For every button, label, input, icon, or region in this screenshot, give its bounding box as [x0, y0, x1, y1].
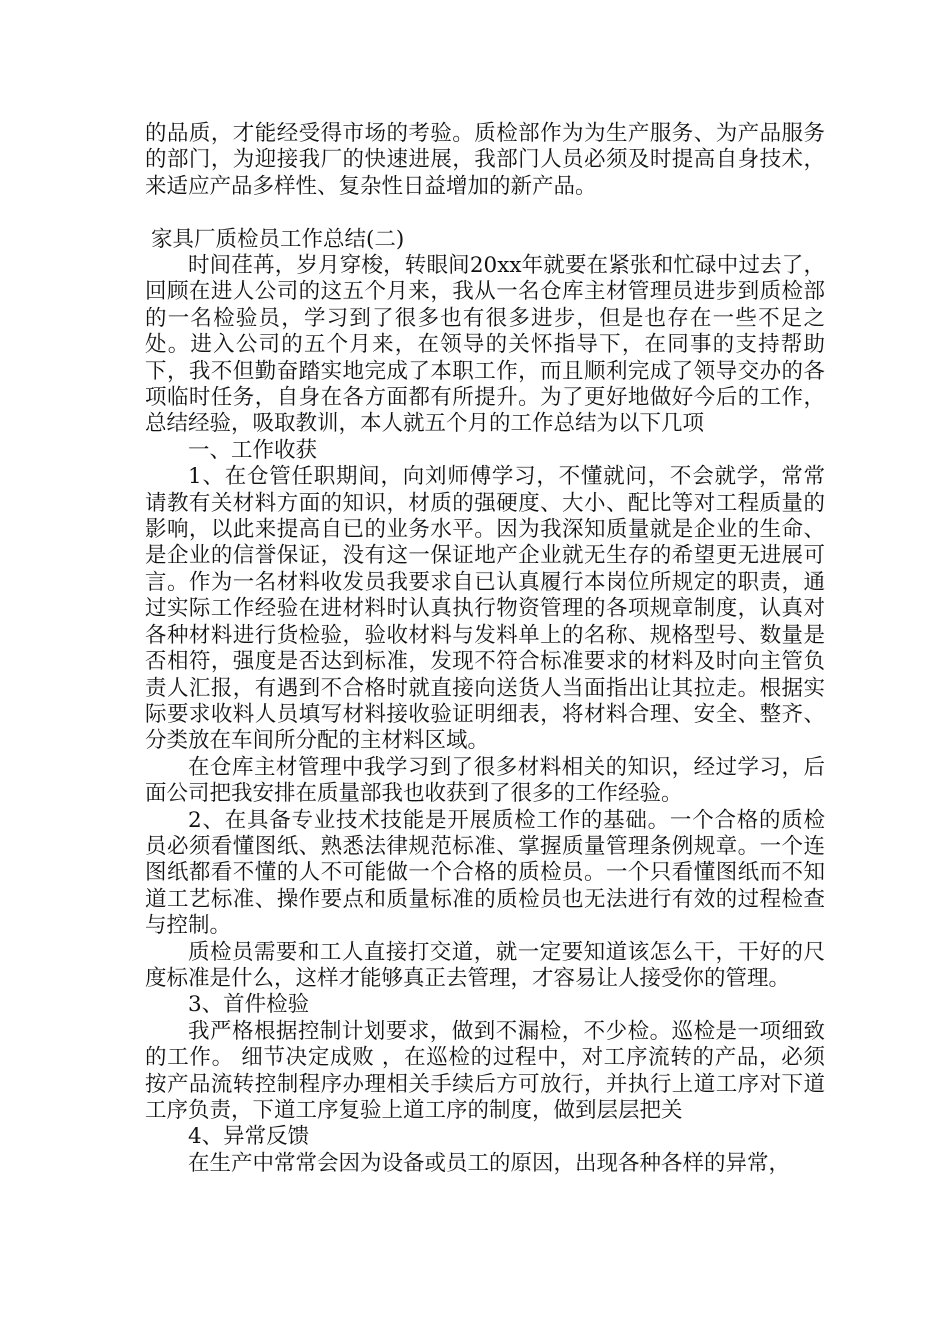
heading-first-article-inspection: 3、首件检验	[188, 992, 310, 1018]
heading-abnormal-feedback: 4、异常反馈	[188, 1124, 310, 1150]
paragraph-intro-continuation: 的品质，才能经受得市场的考验。质检部作为为生产服务、为产品服务的部门，为迎接我厂的快速进展，我部门人员必须及时提高自身技术，来适应产品多样性、复杂性日益增加的新产品。	[145, 121, 825, 199]
blank-line	[145, 200, 825, 226]
paragraph-patrol-inspection: 我严格根据控制计划要求，做到不漏检，不少检。巡检是一项细致的工作。 细节决定成败 ，在巡检的过程中，对工序流转的产品，必须按产品流转控制程序办理相关手续后方可放行，并执行上道工序对下道工序负责，下道工序复验上道工序的制度，做到层层把关	[145, 1018, 825, 1124]
paragraph-opening: 时间荏苒，岁月穿梭，转眼间20xx年就要在紧张和忙碌中过去了，回顾在进人公司的这五个月来，我从一名仓库主材管理员进步到质检部的一名检验员，学习到了很多也有很多进步，但是也存在一些不足之处。进入公司的五个月来，在领导的关怀指导下，在同事的支持帮助下，我不但勤奋踏实地完成了本职工作，而且顺利完成了领导交办的各项临时任务，自身在各方面都有所提升。为了更好地做好今后的工作，总结经验，吸取教训，本人就五个月的工作总结为以下几项	[145, 253, 825, 437]
paragraph-item-2: 2、在具备专业技术技能是开展质检工作的基础。一个合格的质检员必须看懂图纸、熟悉法律规范标准、掌握质量管理条例规章。一个连图纸都看不懂的人不可能做一个合格的质检员。一个只看懂图纸而不知道工艺标准、操作要点和质量标准的质检员也无法进行有效的过程检查与控制。	[145, 807, 825, 939]
heading-work-gains: 一、工作收获	[188, 437, 318, 463]
paragraph-warehouse-learning: 在仓库主材管理中我学习到了很多材料相关的知识，经过学习，后面公司把我安排在质量部我也收获到了很多的工作经验。	[145, 754, 825, 807]
document-page	[145, 121, 825, 1177]
paragraph-item-1: 1、在仓管任职期间，向刘师傅学习，不懂就问，不会就学，常常请教有关材料方面的知识，材质的强硬度、大小、配比等对工程质量的影响，以此来提高自已的业务水平。因为我深知质量就是企业的生命、是企业的信誉保证，没有这一保证地产企业就无生存的希望更无进展可言。作为一名材料收发员我要求自已认真履行本岗位所规定的职责，通过实际工作经验在进材料时认真执行物资管理的各项规章制度，认真对各种材料进行货检验，验收材料与发料单上的名称、规格型号、数量是否相符，强度是否达到标准，发现不符合标准要求的材料及时向主管负责人汇报，有遇到不合格时就直接向送货人当面指出让其拉走。根据实际要求收料人员填写材料接收验证明细表，将材料合理、安全、整齐、分类放在车间所分配的主材料区域。	[145, 464, 825, 754]
paragraph-abnormal-production: 在生产中常常会因为设备或员工的原因，出现各种各样的异常，	[188, 1150, 791, 1176]
section-title: 家具厂质检员工作总结(二)	[151, 226, 405, 252]
paragraph-inspector-workers: 质检员需要和工人直接打交道，就一定要知道该怎么干，干好的尺度标准是什么，这样才能够真正去管理，才容易让人接受你的管理。	[145, 939, 825, 991]
